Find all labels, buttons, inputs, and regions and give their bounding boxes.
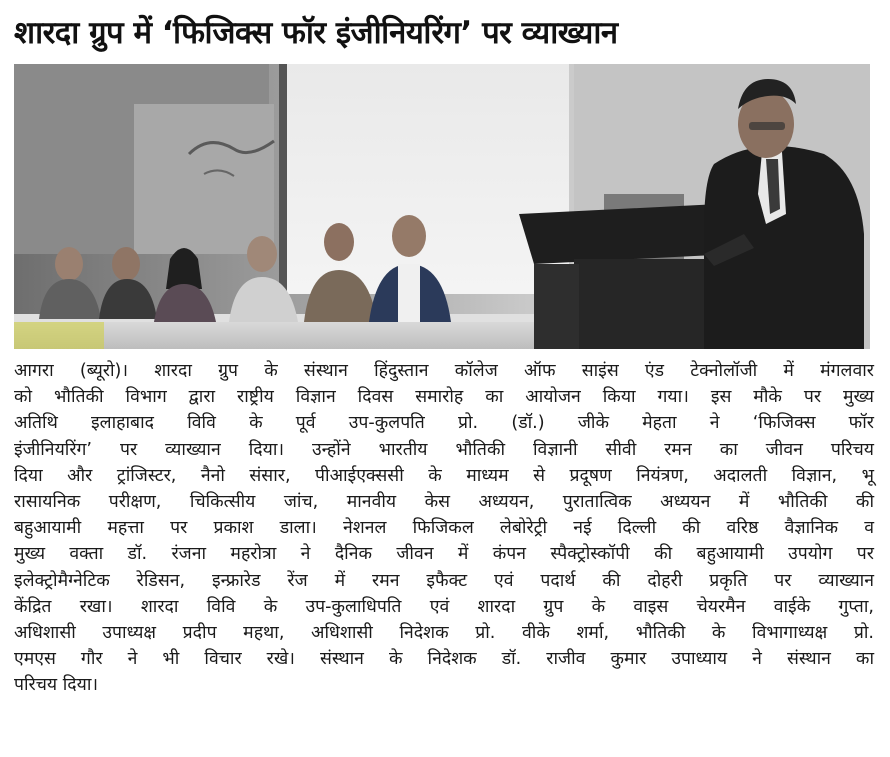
article-line: एमएस गौर ने भी विचार रखे। संस्थान के निदेशक डॉ. राजीव कुमार उपाध्याय ने संस्थान का	[14, 649, 874, 670]
article-line: मुख्य वक्ता डॉ. रंजना महरोत्रा ने दैनिक जीवन में कंपन स्पैक्ट्रोस्कॉपी की बहुआयामी उपयोग पर	[14, 544, 874, 565]
article-line: आगरा (ब्यूरो)। शारदा ग्रुप के संस्थान हिंदुस्तान कॉलेज ऑफ साइंस एंड टेक्नोलॉजी में मंगलवार	[14, 361, 874, 381]
article-line: अधिशासी उपाध्यक्ष प्रदीप महथा, अधिशासी निदेशक प्रो. वीके शर्मा, भौतिकी के विभागाध्यक्ष प्रो.	[14, 622, 874, 643]
article-line: इंजीनियरिंग’ पर व्याख्यान दिया। उन्होंने भारतीय भौतिकी विज्ञानी सीवी रमन का जीवन परिचय	[14, 439, 874, 460]
article-line: दिया और ट्रांजिस्टर, नैनो संसार, पीआईएक्ससी के माध्यम से प्रदूषण नियंत्रण, अदालती विज्ञान, भू	[14, 465, 874, 486]
article-line: इलेक्ट्रोमैग्नेटिक रेडिसन, इन्फ्रारेड रेंज में रमन इफैक्ट एवं पदार्थ की दोहरी प्रकृति पर व्याख्यान	[14, 570, 874, 591]
photo-podium	[519, 204, 734, 264]
article-line: परिचय दिया।	[14, 675, 99, 696]
news-photo	[14, 64, 870, 349]
article-line: रासायनिक परीक्षण, चिकित्सीय जांच, मानवीय केस अध्ययन, पुरातात्विक अध्ययन में भौतिकी की	[14, 491, 874, 512]
headline: शारदा ग्रुप में ‘फिजिक्स फॉर इंजीनियरिंग’ पर व्याख्यान	[14, 15, 618, 51]
article-line: बहुआयामी महत्ता पर प्रकाश डाला। नेशनल फिजिकल लेबोरेट्री नई दिल्ली की वरिष्ठ वैज्ञानिक व	[14, 518, 874, 539]
photo-projection-screen	[284, 64, 569, 294]
article-line: केंद्रित रखा। शारदा विवि के उप-कुलाधिपति एवं शारदा ग्रुप के वाइस चेयरमैन वाईके गुप्ता,	[14, 596, 874, 617]
article-line: को भौतिकी विभाग द्वारा राष्ट्रीय विज्ञान दिवस समारोह का आयोजन किया गया। इस मौके पर मुख्य	[14, 387, 874, 408]
article-body	[14, 358, 874, 698]
article-line: अतिथि इलाहाबाद विवि के पूर्व उप-कुलपति प्रो. (डॉ.) जीके मेहता ने ‘फिजिक्स फॉर	[14, 413, 874, 434]
